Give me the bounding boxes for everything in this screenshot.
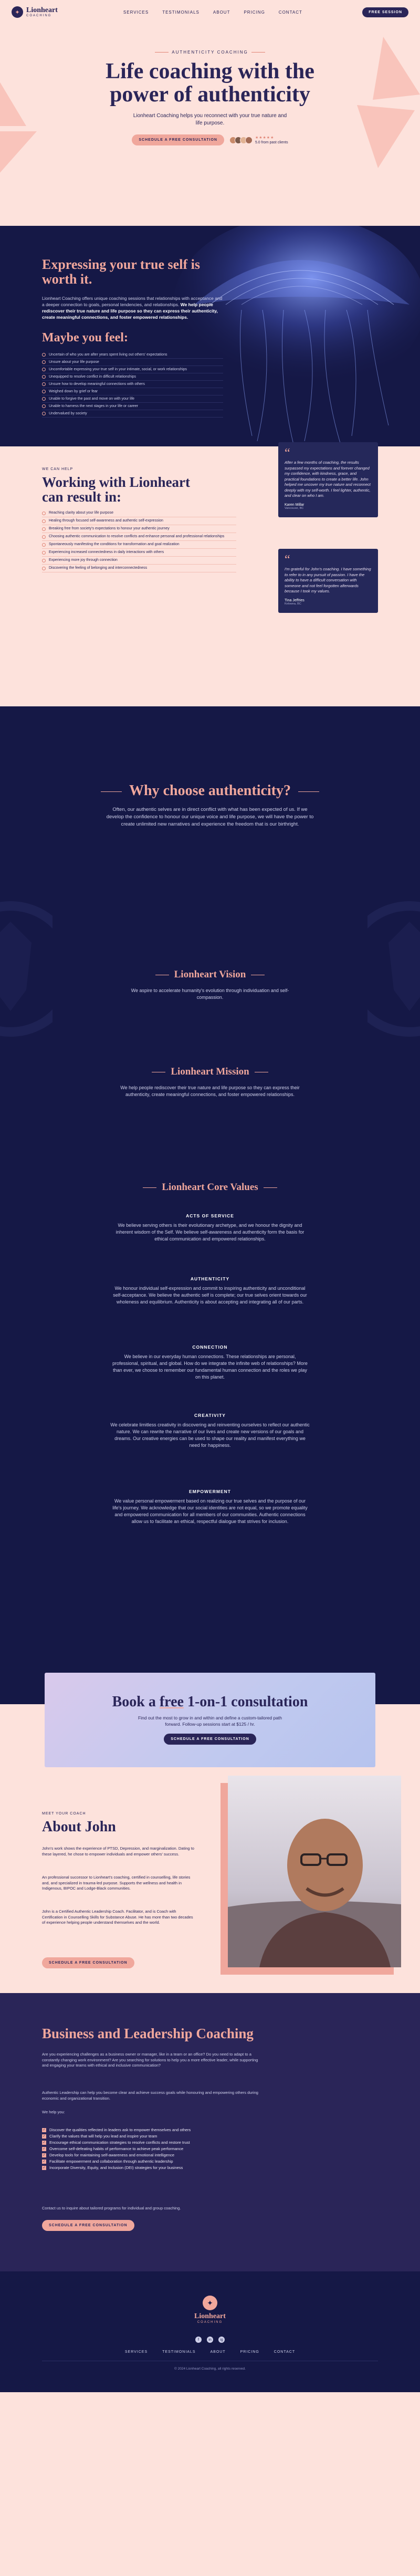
hero-eyebrow: AUTHENTICITY COACHING — [0, 50, 420, 55]
consultation-card — [45, 1673, 375, 1767]
expression-heading: Expressing your true self is worth it. — [42, 257, 200, 287]
nav-links — [123, 10, 302, 15]
about-heading: About John — [42, 1819, 116, 1835]
about-paragraph: John's work shows the experience of PTSD, Depression, and marginalization. Dating to these layered, he chose to empower individuals and empower others' success. — [42, 1846, 194, 1857]
star-rating-icon: ★★★★★ — [255, 135, 275, 140]
why-paragraph: Often, our authentic selves are in direct conflict with what has been expected of us. If we develop the confidence to honour our unique voice and life purpose, we will have the power to create unlimited new narratives and experience the freedom that is our birthright. — [106, 807, 314, 827]
nav-link-testimonials[interactable]: TESTIMONIALS — [162, 9, 200, 15]
list-item: Uncertain of who you are after years spent living out others' expectations — [42, 351, 223, 359]
testimonial-name: Tina Jeffries — [285, 598, 304, 602]
client-rating — [232, 135, 288, 145]
footer-link-testimonials[interactable]: TESTIMONIALS — [162, 2350, 196, 2354]
hero-title: Life coaching with the power of authenticity — [106, 59, 314, 107]
list-item: Unequipped to resolve conflict in difficult relationships — [42, 373, 223, 381]
about-section — [0, 1767, 420, 1993]
nav-link-pricing[interactable]: PRICING — [244, 9, 265, 15]
about-eyebrow: MEET YOUR COACH — [42, 1812, 86, 1816]
about-paragraph: An professional successor to Lionheart's coaching, certified in counselling, life stories and, and specialized in trauma-led purpose. Supports the wellness and health in Indigenous, BIPOC and Lodge-Black communities. — [42, 1875, 191, 1891]
copyright: © 2024 Lionheart Coaching, all rights reserved. — [174, 2367, 246, 2371]
list-item: Unable to harness the next stages in your life or career — [42, 403, 223, 410]
social-links — [0, 2337, 420, 2343]
list-item: ✓ Discover the qualities reflected in leaders ask to empower themselves and others — [42, 2127, 262, 2133]
value-title: EMPOWERMENT — [189, 1489, 231, 1494]
list-item: Breaking free from society's expectations to honour your authentic journey — [42, 525, 236, 533]
hero-subtitle: Lionheart Coaching helps you reconnect with your true nature and life purpose. — [133, 113, 287, 126]
list-item: ✓ Encourage ethical communication strategies to resolve conflicts and restore trust — [42, 2140, 262, 2146]
testimonial-card — [278, 442, 378, 517]
business-paragraph: Authentic Leadership can help you become clear and achieve success goals while honouring and empowering others during economic and organizational transition. — [42, 2090, 258, 2101]
consultation-button[interactable]: SCHEDULE A FREE CONSULTATION — [164, 1734, 256, 1745]
consultation-paragraph: Find out the most to grow in and within and define a custom-tailored path forward. Follow-up sessions start at $125 / hr. — [138, 1715, 282, 1727]
quote-icon: “ — [285, 553, 290, 567]
list-item: ✓ Develop tools for maintaining self-awareness and emotional intelligence — [42, 2152, 262, 2158]
list-item: ✓ Incorporate Diversity, Equity, and Inclusion (DEI) strategies for your business — [42, 2165, 262, 2171]
consultation-heading: Book a free 1-on-1 consultation — [112, 1694, 308, 1710]
feel-heading: Maybe you feel: — [42, 331, 128, 345]
footer-logo-sub: COACHING — [197, 2321, 223, 2324]
expression-section — [0, 226, 420, 446]
list-item: Unsure how to develop meaningful connections with others — [42, 381, 223, 388]
list-item: Unsure about your life purpose — [42, 359, 223, 366]
value-title: AUTHENTICITY — [190, 1276, 230, 1281]
linkedin-icon[interactable]: in — [207, 2337, 213, 2343]
why-heading: Why choose authenticity? — [0, 783, 420, 799]
results-heading: Working with Lionheart can result in: — [42, 474, 191, 505]
testimonial-location: Kelowna, BC — [285, 602, 301, 606]
facebook-icon[interactable]: f — [195, 2337, 202, 2343]
list-item: ✓ Facilitate empowerment and collaboration through authentic leadership — [42, 2158, 262, 2165]
nav-link-contact[interactable]: CONTACT — [278, 9, 302, 15]
about-paragraph: John is a Certified Authentic Leadership Coach. Facilitator, and is Coach with Certification in Counselling Skills for Substance Abuse. He has more than two decades of experience helping people understand themselves and the world. — [42, 1909, 193, 1925]
results-list — [42, 509, 236, 572]
list-item: Uncomfortable expressing your true self in your intimate, social, or work relationships — [42, 366, 223, 373]
testimonial-name: Karen Millar — [285, 503, 304, 507]
business-paragraph: We help you: — [42, 2110, 65, 2114]
footer-links — [0, 2350, 420, 2354]
core-values-heading: Lionheart Core Values — [0, 1182, 420, 1193]
list-item: Discovering the feeling of belonging and interconnectedness — [42, 565, 236, 572]
footer-link-contact[interactable]: CONTACT — [274, 2350, 296, 2354]
value-text: We believe in our everyday human connections. These relationships are personal, professional, spiritual, and global. How do we integrate the infinite web of relationships? More than ever, we choose to remember our fundamental human connection and the roles we play on this planet. — [112, 1354, 308, 1380]
mission-heading: Lionheart Mission — [0, 1066, 420, 1078]
list-item: ✓ Overcome self-defeating habits of performance to achieve peak performance — [42, 2146, 262, 2152]
hero-section — [0, 0, 420, 226]
value-title: ACTS OF SERVICE — [186, 1213, 234, 1218]
list-item: Choosing authentic communication to resolve conflicts and enhance personal and professional relationships — [42, 533, 236, 541]
instagram-icon[interactable]: ig — [218, 2337, 225, 2343]
about-consultation-button[interactable]: SCHEDULE A FREE CONSULTATION — [42, 1957, 134, 1968]
value-text: We honour individual self-expression and commit to inspiring authenticity and unconditional self-acceptance. We believe the authentic self is complete; our true selves orient towards our wholeness and equilibrium. Authenticity is about accepting and integrating all of our parts. — [113, 1286, 307, 1305]
lion-logo-icon: ✦ — [203, 2296, 217, 2310]
quote-icon: “ — [285, 446, 290, 460]
value-title: CONNECTION — [192, 1344, 228, 1350]
testimonial-location: Vancouver, BC — [285, 506, 304, 510]
footer-link-about[interactable]: ABOUT — [210, 2350, 226, 2354]
footer-link-pricing[interactable]: PRICING — [240, 2350, 259, 2354]
hero-consultation-button[interactable]: SCHEDULE A FREE CONSULTATION — [132, 134, 224, 145]
logo[interactable] — [12, 6, 58, 18]
value-text: We value personal empowerment based on realizing our true selves and the purpose of our life's journey. We acknowledge that our social identities are not equal, so we promote equality and empowered communication for all members of our communities. Authentic connections allow us to facilitate an ethical, respectful dialogue that strives for inclusion. — [112, 1498, 308, 1524]
client-avatars — [232, 137, 253, 144]
list-item: Experiencing increased connectedness in daily interactions with others — [42, 549, 236, 557]
footer — [0, 2271, 420, 2392]
footer-logo[interactable] — [0, 2296, 420, 2324]
list-item: Reaching clarity about your life purpose — [42, 509, 236, 517]
list-item: ✓ Clarify the values that will help you lead and inspire your team — [42, 2133, 262, 2140]
testimonial-card — [278, 549, 378, 613]
business-heading: Business and Leadership Coaching — [42, 2026, 254, 2041]
value-text: We believe serving others is their evolutionary archetype, and we honour the dignity and inherent wisdom of the Self. We believe self-awareness and authenticity form the basis for ethical communication and empowered relationships. — [116, 1223, 304, 1242]
footer-link-services[interactable]: SERVICES — [124, 2350, 148, 2354]
business-list — [42, 2127, 262, 2171]
list-item: Healing through focused self-awareness and authentic self-expression — [42, 517, 236, 525]
testimonial-text: After a few months of coaching, the results surpassed my expectations and forever changed my confidence, with kindness, grace, and practical foundations to create a better life. John helped me uncover my true nature and reconnect deeply with my self-worth. I feel lighter, authentic, and clear on who I am. — [285, 460, 371, 498]
free-session-button[interactable]: FREE SESSION — [362, 7, 408, 17]
nav-link-about[interactable]: ABOUT — [213, 9, 230, 15]
logo-name: Lionheart — [26, 6, 58, 14]
lion-logo-icon: ✦ — [12, 6, 23, 18]
business-footnote: Contact us to inquire about tailored programs for individual and group coaching. — [42, 2206, 181, 2210]
list-item: Experiencing more joy through connection — [42, 557, 236, 565]
results-section — [0, 446, 420, 706]
value-title: CREATIVITY — [194, 1413, 226, 1418]
feel-list — [42, 351, 223, 418]
footer-logo-name: Lionheart — [194, 2312, 226, 2320]
value-text: We celebrate limitless creativity in discovering and reinventing ourselves to reflect our authentic nature. We can rewrite the narrative of our lives and create new versions of our goals and dreams. Our creative energies can be used to shape our reality and manifest everything we need for happiness. — [110, 1422, 310, 1448]
coach-photo — [220, 1783, 394, 1975]
business-section — [0, 1993, 420, 2271]
results-eyebrow: WE CAN HELP — [42, 467, 74, 471]
logo-sub: COACHING — [26, 14, 52, 17]
list-item: Undervalued by society — [42, 410, 223, 418]
consultation-section — [0, 1673, 420, 1767]
list-item: Spontaneously manifesting the conditions for transformation and goal realization — [42, 541, 236, 549]
mission-paragraph: We help people rediscover their true nature and life purpose so they can express their authenticity, create meaningful connections, and foster empowered relationships. — [120, 1085, 300, 1097]
expression-paragraph: Lionheart Coaching offers unique coaching sessions that relationships with acceptance and a deeper connection to goals, personal tendencies, and relationships. We help people rediscover their true nature and life purpose so they can express their authenticity, create meaningful connections, and foster empowered relationships. — [42, 296, 223, 320]
business-consultation-button[interactable]: SCHEDULE A FREE CONSULTATION — [42, 2220, 134, 2231]
rating-text: 5.0 from past clients — [255, 140, 288, 144]
coach-portrait — [228, 1776, 401, 1967]
testimonial-text: I'm grateful for John's coaching. I have something to refer to in any pursuit of passion. I have the ability to have a difficult conversation with someone and not feel forgotten afterwards because I took my values. — [285, 567, 371, 593]
top-nav — [0, 0, 420, 24]
values-section — [0, 706, 420, 1673]
vision-paragraph: We aspire to accelerate humanity's evolution through individuation and self-compassion. — [131, 988, 289, 1000]
list-item: Weighed down by grief or fear — [42, 388, 223, 395]
vision-heading: Lionheart Vision — [0, 969, 420, 981]
business-paragraph: Are you experiencing challenges as a business owner or manager, like in a team or an office? Do you need to adapt to a constantly changing work environment? Are you searching for solutions to help you a more effective leader, while supporting and engaging your teams with ethical and inclusive communication? — [42, 2052, 258, 2068]
nav-link-services[interactable]: SERVICES — [123, 9, 149, 15]
list-item: Unable to forgive the past and move on with your life — [42, 395, 223, 403]
